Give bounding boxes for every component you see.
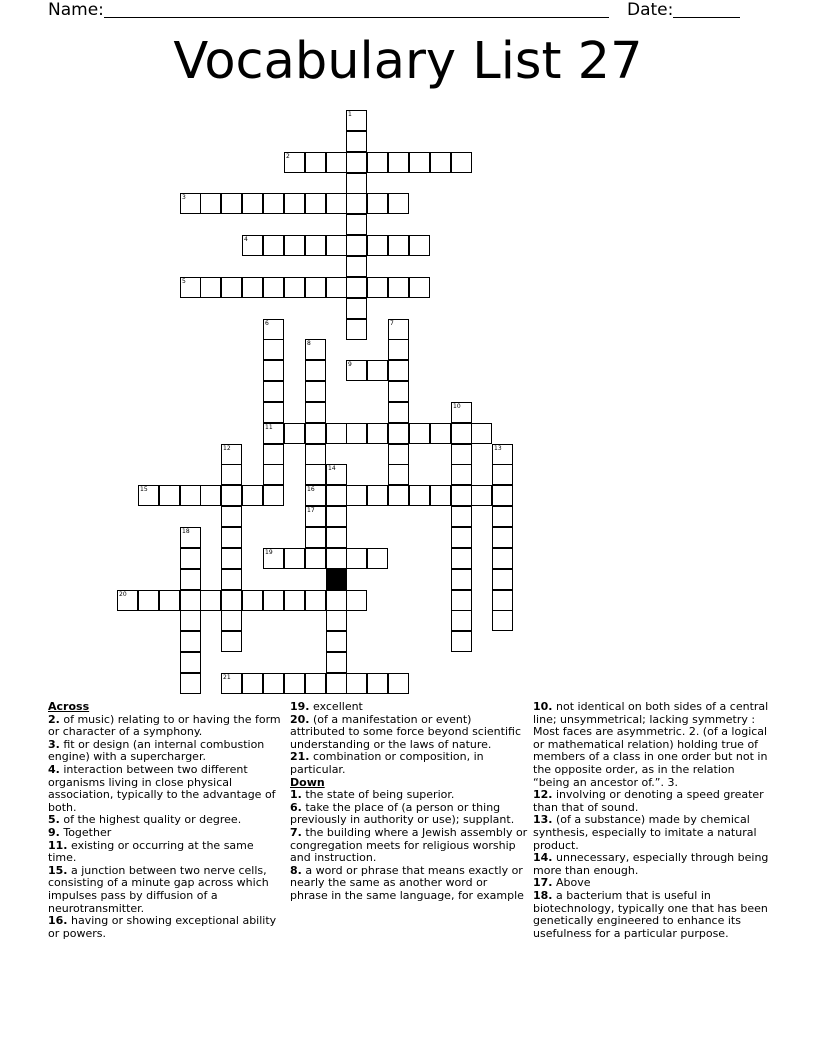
crossword-cell[interactable] xyxy=(326,548,347,569)
crossword-cell[interactable] xyxy=(305,548,326,569)
crossword-cell[interactable] xyxy=(367,235,388,256)
crossword-cell[interactable] xyxy=(451,485,472,506)
crossword-cell[interactable] xyxy=(388,402,409,423)
clue xyxy=(48,764,283,814)
crossword-cell[interactable] xyxy=(263,464,284,485)
clues-column-2 xyxy=(290,701,528,903)
clue-number-label: 15. xyxy=(48,863,68,877)
crossword-cell[interactable] xyxy=(242,590,263,611)
crossword-cell[interactable] xyxy=(326,423,347,444)
crossword-cell[interactable] xyxy=(367,673,388,694)
crossword-cell[interactable] xyxy=(326,506,347,527)
clue-text: not identical on both sides of a central line; unsymmetrical; lacking symmetry : Most faces are asymmetric. 2. (of a logical or mathematical relation) holding true of members of a class in one order but not in the opposite order, as in the relation “being an ancestor of.”. 3. xyxy=(533,700,769,789)
crossword-cell[interactable] xyxy=(200,193,221,214)
across-heading: Across xyxy=(48,700,90,713)
clue-text: a word or phrase that means exactly or nearly the same as another word or phrase in the same language, for example xyxy=(290,863,524,902)
crossword-cell[interactable] xyxy=(326,673,347,694)
crossword-cell[interactable] xyxy=(180,610,201,631)
crossword-cell[interactable] xyxy=(326,277,347,298)
crossword-cell[interactable] xyxy=(221,277,242,298)
clue-number-label: 7. xyxy=(290,825,302,839)
crossword-cell[interactable] xyxy=(388,339,409,360)
crossword-cell[interactable] xyxy=(326,610,347,631)
crossword-cell[interactable] xyxy=(221,444,242,465)
clue-text: excellent xyxy=(309,700,363,713)
crossword-cell[interactable] xyxy=(263,402,284,423)
crossword-cell[interactable] xyxy=(492,506,513,527)
crossword-cell[interactable] xyxy=(326,193,347,214)
clues-column-3 xyxy=(533,701,769,940)
clue xyxy=(290,751,528,776)
crossword-cell[interactable] xyxy=(346,214,367,235)
clue xyxy=(533,701,769,789)
crossword-cell[interactable] xyxy=(346,298,367,319)
clue-number: 2 xyxy=(286,153,290,160)
clue-number: 19 xyxy=(265,549,273,556)
clue-number: 4 xyxy=(244,236,248,243)
clue-number: 1 xyxy=(348,111,352,118)
clue xyxy=(533,852,769,877)
crossword-cell[interactable] xyxy=(284,235,305,256)
crossword-cell[interactable] xyxy=(471,423,492,444)
black-square xyxy=(326,569,347,590)
clue-number: 6 xyxy=(265,320,269,327)
crossword-cell[interactable] xyxy=(263,319,284,340)
crossword-cell[interactable] xyxy=(180,193,201,214)
crossword-cell[interactable] xyxy=(388,193,409,214)
crossword-cell[interactable] xyxy=(180,277,201,298)
crossword-cell[interactable] xyxy=(221,464,242,485)
clue-number: 10 xyxy=(453,403,461,410)
crossword-cell[interactable] xyxy=(492,590,513,611)
crossword-cell[interactable] xyxy=(221,569,242,590)
clue-number: 16 xyxy=(307,486,315,493)
crossword-cell[interactable] xyxy=(284,673,305,694)
crossword-cell[interactable] xyxy=(367,360,388,381)
crossword-cell[interactable] xyxy=(388,277,409,298)
name-label: Name: xyxy=(48,0,104,20)
crossword-cell[interactable] xyxy=(430,152,451,173)
crossword-cell[interactable] xyxy=(346,485,367,506)
crossword-cell[interactable] xyxy=(305,339,326,360)
crossword-cell[interactable] xyxy=(346,319,367,340)
clue-number-label: 9. xyxy=(48,825,60,839)
crossword-cell[interactable] xyxy=(242,673,263,694)
clue-number-label: 6. xyxy=(290,800,302,814)
clue-text: (of a manifestation or event) attributed to some force beyond scientific understanding or the laws of nature. xyxy=(290,712,521,751)
crossword-cell[interactable] xyxy=(388,673,409,694)
crossword-cell[interactable] xyxy=(388,319,409,340)
crossword-cell[interactable] xyxy=(430,423,451,444)
clue-number: 5 xyxy=(182,278,186,285)
clue-text: having or showing exceptional ability or powers. xyxy=(48,914,277,940)
crossword-cell[interactable] xyxy=(200,485,221,506)
crossword-cell[interactable] xyxy=(263,235,284,256)
crossword-cell[interactable] xyxy=(284,193,305,214)
clue-text: the building where a Jewish assembly or congregation meets for religious worship and instruction. xyxy=(290,825,528,865)
crossword-cell[interactable] xyxy=(346,548,367,569)
crossword-cell[interactable] xyxy=(492,485,513,506)
crossword-cell[interactable] xyxy=(451,444,472,465)
crossword-cell[interactable] xyxy=(451,590,472,611)
crossword-cell[interactable] xyxy=(346,173,367,194)
crossword-cell[interactable] xyxy=(492,569,513,590)
crossword-cell[interactable] xyxy=(263,360,284,381)
crossword-cell[interactable] xyxy=(180,527,201,548)
crossword-cell[interactable] xyxy=(388,360,409,381)
crossword-cell[interactable] xyxy=(367,277,388,298)
clue-number-label: 20. xyxy=(290,712,310,726)
clue-number-label: 3. xyxy=(48,737,60,751)
crossword-cell[interactable] xyxy=(305,444,326,465)
clue-number-label: 13. xyxy=(533,813,553,827)
clue xyxy=(533,890,769,940)
crossword-cell[interactable] xyxy=(180,590,201,611)
crossword-cell[interactable] xyxy=(221,527,242,548)
clue-number-label: 10. xyxy=(533,700,553,713)
crossword-cell[interactable] xyxy=(284,548,305,569)
clue-number-label: 5. xyxy=(48,813,60,827)
clue xyxy=(290,802,528,827)
crossword-cell[interactable] xyxy=(451,569,472,590)
clue xyxy=(48,739,283,764)
crossword-cell[interactable] xyxy=(409,423,430,444)
crossword-cell[interactable] xyxy=(305,152,326,173)
clue-text: existing or occurring at the same time. xyxy=(48,838,254,865)
clue-number-label: 12. xyxy=(533,788,553,802)
clue-text: (of a substance) made by chemical synthesis, especially to imitate a natural product. xyxy=(533,813,757,852)
clue-number: 12 xyxy=(223,445,231,452)
clue-text: interaction between two different organisms living in close physical association, typically to the advantage of both. xyxy=(48,762,276,814)
crossword-cell[interactable] xyxy=(242,485,263,506)
crossword-cell[interactable] xyxy=(326,527,347,548)
crossword-cell[interactable] xyxy=(263,485,284,506)
clue-text: the state of being superior. xyxy=(301,788,455,802)
crossword-cell[interactable] xyxy=(492,610,513,631)
crossword-cell[interactable] xyxy=(305,590,326,611)
crossword-cell[interactable] xyxy=(326,652,347,673)
crossword-cell[interactable] xyxy=(388,235,409,256)
crossword-cell[interactable] xyxy=(326,152,347,173)
crossword-cell[interactable] xyxy=(263,590,284,611)
clue-number-label: 14. xyxy=(533,851,553,865)
crossword-cell[interactable] xyxy=(346,110,367,131)
crossword-cell[interactable] xyxy=(221,610,242,631)
clue-number-label: 1. xyxy=(290,788,302,802)
clue xyxy=(48,865,283,915)
date-label: Date: xyxy=(627,0,674,20)
crossword-cell[interactable] xyxy=(346,193,367,214)
crossword-cell[interactable] xyxy=(305,464,326,485)
crossword-cell[interactable] xyxy=(305,193,326,214)
crossword-cell[interactable] xyxy=(305,277,326,298)
crossword-cell[interactable] xyxy=(367,485,388,506)
crossword-cell[interactable] xyxy=(346,277,367,298)
crossword-cell[interactable] xyxy=(284,423,305,444)
clue-number: 13 xyxy=(494,445,502,452)
crossword-cell[interactable] xyxy=(305,485,326,506)
crossword-cell[interactable] xyxy=(117,590,138,611)
crossword-cell[interactable] xyxy=(388,444,409,465)
clue-number-label: 16. xyxy=(48,914,68,928)
clue-number: 21 xyxy=(223,674,231,681)
crossword-cell[interactable] xyxy=(263,277,284,298)
clue-number: 18 xyxy=(182,528,190,535)
crossword-cell[interactable] xyxy=(346,131,367,152)
page-title: Vocabulary List 27 xyxy=(173,32,643,91)
crossword-cell[interactable] xyxy=(305,360,326,381)
crossword-cell[interactable] xyxy=(305,423,326,444)
clue-text: fit or design (an internal combustion engine) with a supercharger. xyxy=(48,737,265,764)
crossword-cell[interactable] xyxy=(367,423,388,444)
clue-text: a junction between two nerve cells, consisting of a minute gap across which impulses pass by diffusion of a neurotransmitter. xyxy=(48,863,269,915)
clue xyxy=(48,840,283,865)
crossword-cell[interactable] xyxy=(492,464,513,485)
clue-number: 14 xyxy=(328,465,336,472)
down-heading: Down xyxy=(290,775,325,789)
clue xyxy=(48,915,283,940)
clue-number: 9 xyxy=(348,361,352,368)
crossword-cell[interactable] xyxy=(221,631,242,652)
crossword-cell[interactable] xyxy=(221,506,242,527)
crossword-cell[interactable] xyxy=(409,152,430,173)
crossword-cell[interactable] xyxy=(326,464,347,485)
clue-number-label: 18. xyxy=(533,888,553,902)
crossword-cell[interactable] xyxy=(221,485,242,506)
clue-number: 8 xyxy=(307,340,311,347)
crossword-cell[interactable] xyxy=(367,548,388,569)
crossword-cell[interactable] xyxy=(326,631,347,652)
crossword-cell[interactable] xyxy=(451,631,472,652)
clue-number: 20 xyxy=(119,591,127,598)
crossword-cell[interactable] xyxy=(346,590,367,611)
crossword-cell[interactable] xyxy=(346,423,367,444)
crossword-cell[interactable] xyxy=(388,464,409,485)
crossword-cell[interactable] xyxy=(388,485,409,506)
crossword-cell[interactable] xyxy=(451,423,472,444)
clue-number-label: 19. xyxy=(290,700,310,713)
crossword-cell[interactable] xyxy=(221,193,242,214)
crossword-cell[interactable] xyxy=(305,527,326,548)
crossword-cell[interactable] xyxy=(263,548,284,569)
crossword-cell[interactable] xyxy=(221,673,242,694)
crossword-cell[interactable] xyxy=(471,485,492,506)
crossword-cell[interactable] xyxy=(409,235,430,256)
crossword-cell[interactable] xyxy=(346,235,367,256)
clue-number: 7 xyxy=(390,320,394,327)
clue-number-label: 8. xyxy=(290,863,302,877)
crossword-cell[interactable] xyxy=(200,590,221,611)
crossword-cell[interactable] xyxy=(263,444,284,465)
crossword-cell[interactable] xyxy=(138,485,159,506)
crossword-cell[interactable] xyxy=(263,339,284,360)
clue-text: take the place of (a person or thing previously in authority or use); supplant. xyxy=(290,800,515,827)
clue-number: 17 xyxy=(307,507,315,514)
crossword-cell[interactable] xyxy=(326,485,347,506)
clue xyxy=(290,827,528,865)
crossword-cell[interactable] xyxy=(138,590,159,611)
clue xyxy=(533,789,769,814)
crossword-cell[interactable] xyxy=(284,152,305,173)
crossword-cell[interactable] xyxy=(242,193,263,214)
clue-number: 3 xyxy=(182,194,186,201)
crossword-cell[interactable] xyxy=(451,610,472,631)
crossword-cell[interactable] xyxy=(409,485,430,506)
crossword-cell[interactable] xyxy=(451,152,472,173)
clue xyxy=(290,714,528,752)
crossword-cell[interactable] xyxy=(305,506,326,527)
clue xyxy=(290,865,528,903)
crossword-cell[interactable] xyxy=(305,381,326,402)
crossword-cell[interactable] xyxy=(388,381,409,402)
crossword-cell[interactable] xyxy=(451,506,472,527)
crossword-cell[interactable] xyxy=(367,152,388,173)
crossword-cell[interactable] xyxy=(242,235,263,256)
clue-text: a bacterium that is useful in biotechnology, typically one that has been genetically engineered to enhance its usefulness for a particular purpose. xyxy=(533,888,768,940)
crossword-cell[interactable] xyxy=(263,381,284,402)
clue xyxy=(48,714,283,739)
crossword-cell[interactable] xyxy=(180,652,201,673)
crossword-cell[interactable] xyxy=(346,152,367,173)
clue xyxy=(533,814,769,852)
crossword-cell[interactable] xyxy=(409,277,430,298)
clue-number-label: 4. xyxy=(48,762,60,776)
clue-text: of the highest quality or degree. xyxy=(59,813,242,827)
crossword-cell[interactable] xyxy=(180,673,201,694)
crossword-cell[interactable] xyxy=(263,423,284,444)
clue-number-label: 2. xyxy=(48,712,60,726)
clue-number: 15 xyxy=(140,486,148,493)
clues-column-1 xyxy=(48,701,283,940)
crossword-cell[interactable] xyxy=(305,402,326,423)
clue-number-label: 21. xyxy=(290,750,310,764)
crossword-cell[interactable] xyxy=(492,444,513,465)
crossword-cell[interactable] xyxy=(346,673,367,694)
crossword-cell[interactable] xyxy=(180,569,201,590)
crossword-cell[interactable] xyxy=(305,235,326,256)
crossword-cell[interactable] xyxy=(451,548,472,569)
crossword-cell[interactable] xyxy=(451,464,472,485)
crossword-cell[interactable] xyxy=(159,485,180,506)
crossword-cell[interactable] xyxy=(451,402,472,423)
crossword-cell[interactable] xyxy=(284,590,305,611)
crossword-cell[interactable] xyxy=(200,277,221,298)
crossword-cell[interactable] xyxy=(492,548,513,569)
clue-text: Above xyxy=(552,876,591,890)
clue-text: unnecessary, especially through being more than enough. xyxy=(533,851,769,877)
crossword-cell[interactable] xyxy=(326,590,347,611)
crossword-cell[interactable] xyxy=(326,235,347,256)
crossword-cell[interactable] xyxy=(221,590,242,611)
crossword-cell[interactable] xyxy=(492,527,513,548)
crossword-cell[interactable] xyxy=(180,548,201,569)
crossword-cell[interactable] xyxy=(263,193,284,214)
crossword-cell[interactable] xyxy=(242,277,263,298)
clue-number-label: 11. xyxy=(48,838,68,852)
clue-number: 11 xyxy=(265,424,273,431)
clue-text: Together xyxy=(59,825,112,839)
clue-text: combination or composition, in particular. xyxy=(290,750,484,776)
crossword-cell[interactable] xyxy=(159,590,180,611)
crossword-cell[interactable] xyxy=(180,631,201,652)
crossword-cell[interactable] xyxy=(346,360,367,381)
clue-text: involving or denoting a speed greater than that of sound. xyxy=(533,788,764,814)
clue-text: of music) relating to or having the form or character of a symphony. xyxy=(48,712,281,739)
crossword-cell[interactable] xyxy=(305,673,326,694)
crossword-cell[interactable] xyxy=(346,256,367,277)
crossword-cell[interactable] xyxy=(388,423,409,444)
crossword-cell[interactable] xyxy=(367,193,388,214)
crossword-cell[interactable] xyxy=(221,548,242,569)
clue-number-label: 17. xyxy=(533,876,553,890)
crossword-cell[interactable] xyxy=(430,485,451,506)
crossword-cell[interactable] xyxy=(388,152,409,173)
crossword-cell[interactable] xyxy=(451,527,472,548)
crossword-cell[interactable] xyxy=(180,485,201,506)
crossword-cell[interactable] xyxy=(263,673,284,694)
crossword-cell[interactable] xyxy=(284,277,305,298)
